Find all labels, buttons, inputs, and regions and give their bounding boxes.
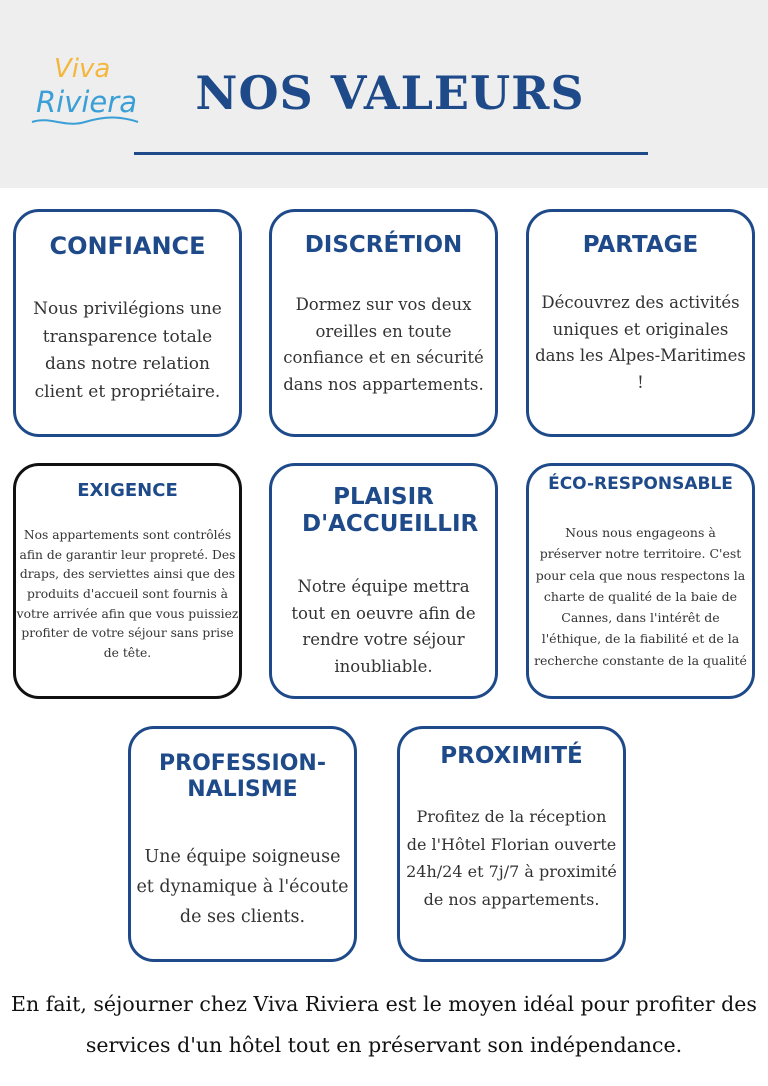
viva-riviera-logo bbox=[26, 52, 146, 136]
card-title: PROXIMITÉ bbox=[440, 743, 583, 769]
title-divider bbox=[134, 152, 648, 155]
card-title: PARTAGE bbox=[582, 232, 699, 258]
value-card-plaisir bbox=[269, 463, 498, 699]
value-card-proximite bbox=[397, 726, 626, 962]
card-text: Nous nous engageons à préserver notre territoire. C'est pour cela que nous respectons la charte de qualité de la baie de Cannes, dans l'intérêt de l'éthique, de la fiabilité et de la recherche constante de la qualité bbox=[534, 525, 747, 668]
card-title: DISCRÉTION bbox=[304, 232, 463, 258]
value-card-discretion bbox=[269, 209, 498, 437]
value-card-eco bbox=[526, 463, 755, 699]
card-title: CONFIANCE bbox=[49, 232, 206, 260]
footer-statement: En fait, séjourner chez Viva Riviera est le moyen idéal pour profiter des services d'un hôtel tout en préservant son indépendance. bbox=[11, 992, 757, 1058]
value-card-confiance bbox=[13, 209, 242, 437]
card-text: Découvrez des activités uniques et originales dans les Alpes-Maritimes ! bbox=[535, 293, 746, 393]
card-text: Une équipe soigneuse et dynamique à l'écoute de ses clients. bbox=[136, 847, 349, 927]
card-title: PLAISIR D'ACCUEILLIR bbox=[302, 484, 479, 538]
card-title: ÉCO-RESPONSABLE bbox=[548, 474, 733, 494]
logo-line-viva: Viva bbox=[54, 54, 111, 84]
wave-icon bbox=[30, 114, 140, 130]
card-text: Profitez de la réception de l'Hôtel Florian ouverte 24h/24 et 7j/7 à proximité de nos appartements. bbox=[406, 807, 617, 909]
card-text: Nos appartements sont contrôlés afin de garantir leur propreté. Des draps, des serviettes ainsi que des produits d'accueil sont fournis à votre arrivée afin que vous puissiez profiter de votre séjour sans prise de tête. bbox=[16, 528, 239, 661]
page-title: NOS VALEURS bbox=[195, 66, 585, 120]
card-text: Nous privilégions une transparence totale dans notre relation client et propriétaire. bbox=[33, 299, 222, 402]
value-card-exigence bbox=[13, 463, 242, 699]
value-card-professionnalisme bbox=[128, 726, 357, 962]
header-band bbox=[0, 0, 768, 188]
value-card-partage bbox=[526, 209, 755, 437]
card-title: PROFESSION-NALISME bbox=[159, 751, 326, 802]
card-text: Notre équipe mettra tout en oeuvre afin de rendre votre séjour inoubliable. bbox=[291, 577, 476, 677]
card-text: Dormez sur vos deux oreilles en toute confiance et en sécurité dans nos appartements. bbox=[283, 295, 484, 395]
logo-line-riviera: Riviera bbox=[36, 85, 137, 119]
card-title: EXIGENCE bbox=[77, 480, 178, 501]
